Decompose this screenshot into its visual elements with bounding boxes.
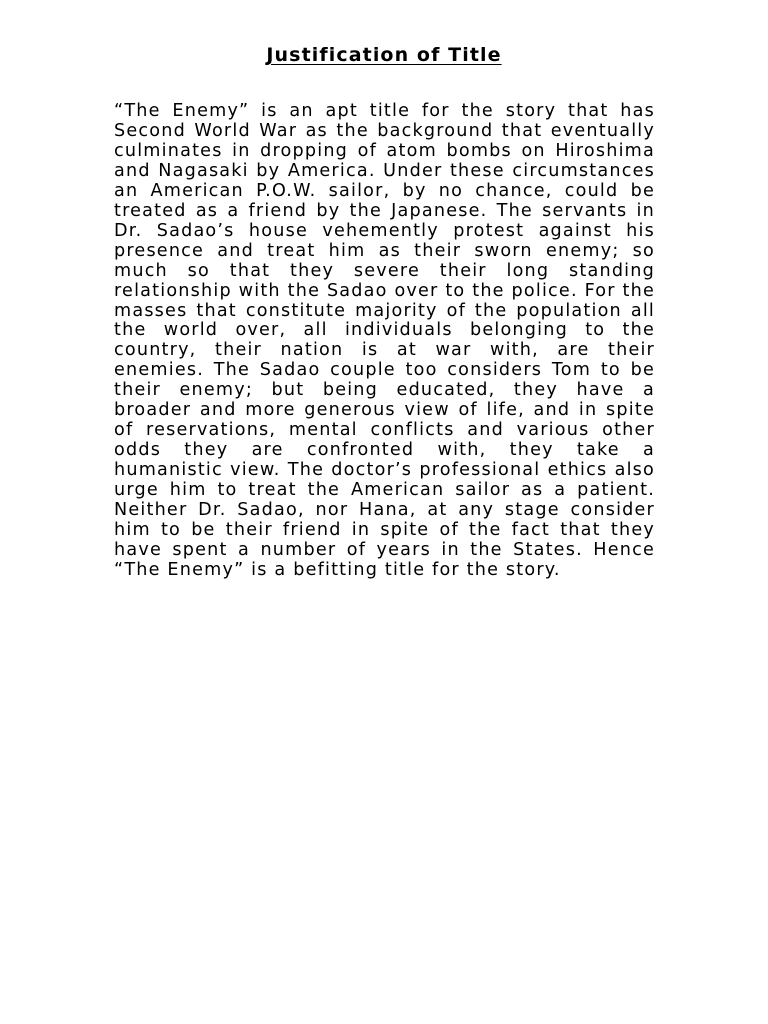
- body-paragraph: “The Enemy” is an apt title for the story that has Second World War as the background that eventually culminates in dropping of atom bombs on Hiroshima and Nagasaki by America. Under these circumstances an American P.O.W. sailor, by no chance, could be treated as a friend by the Japanese. The servants in Dr. Sadao’s house vehemently protest against his presence and treat him as their sworn enemy; so much so that they severe their long standing relationship with the Sadao over to the police. For the masses that constitute majority of the population all the world over, all individuals belonging to the country, their nation is at war with, are their enemies. The Sadao couple too considers Tom to be their enemy; but being educated, they have a broader and more generous view of life, and in spite of reservations, mental conflicts and various other odds they are confronted with, they take a humanistic view. The doctor’s professional ethics also urge him to treat the American sailor as a patient. Neither Dr. Sadao, nor Hana, at any stage consider him to be their friend in spite of the fact that they have spent a number of years in the States. Hence “The Enemy” is a befitting title for the story.: [114, 101, 655, 580]
- document-title: Justification of Title: [266, 44, 502, 66]
